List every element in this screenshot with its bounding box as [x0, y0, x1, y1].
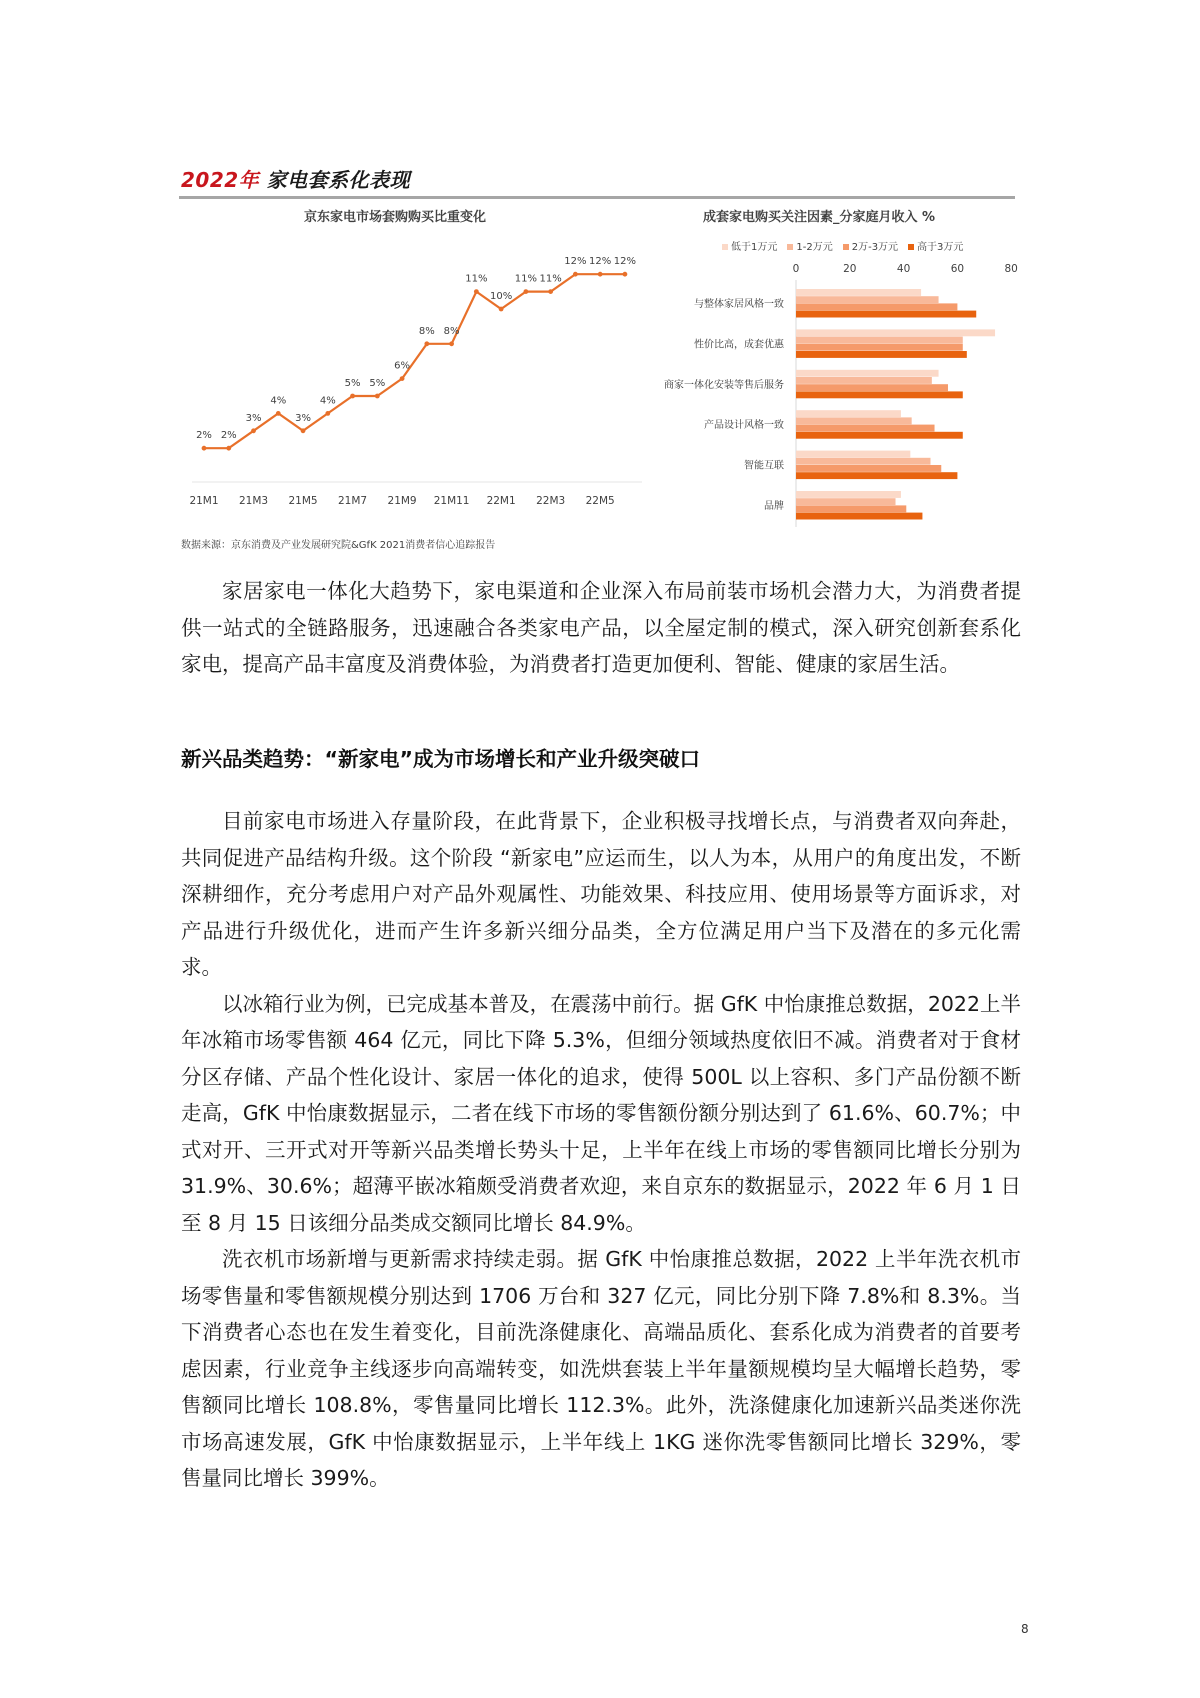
x-tick-label: 60 [950, 263, 965, 275]
category-label: 智能互联 [744, 460, 784, 472]
category-label: 产品设计风格一致 [704, 420, 784, 432]
figure-title-year: 2022年 [181, 168, 260, 192]
category-label: 商家一体化安装等售后服务 [664, 379, 784, 391]
data-point [295, 413, 311, 433]
bar-group [694, 329, 995, 358]
data-point [490, 291, 512, 311]
bar [796, 491, 901, 498]
bar-group [704, 410, 963, 439]
svg-text:2%: 2% [220, 430, 237, 442]
x-tick-label: 22M3 [536, 495, 566, 507]
x-tick-label: 21M11 [433, 495, 470, 507]
bar [796, 344, 963, 351]
bar [796, 465, 941, 472]
paragraph-new-appliances [181, 803, 1021, 1497]
line-chart-title: 京东家电市场套购购买比重变化 [304, 210, 487, 225]
svg-text:12%: 12% [589, 256, 612, 268]
category-label: 与整体家居风格一致 [694, 299, 784, 310]
svg-text:11%: 11% [539, 273, 562, 285]
bar [796, 303, 957, 310]
bar [796, 458, 931, 465]
bar [796, 472, 957, 479]
section-heading: 新兴品类趋势：“新家电”成为市场增长和产业升级突破口 [181, 747, 700, 771]
data-point [246, 413, 262, 433]
bar [796, 432, 963, 439]
data-point [394, 361, 410, 381]
legend-swatch [787, 244, 793, 250]
bar-group [764, 491, 922, 520]
data-point [270, 395, 286, 415]
bar [796, 337, 963, 344]
bar-chart-title: 成套家电购买关注因素_分家庭月收入 % [703, 210, 936, 225]
bar [796, 451, 910, 458]
bar [796, 311, 976, 318]
svg-text:4%: 4% [319, 395, 336, 407]
bar [796, 417, 912, 424]
bar [796, 377, 932, 384]
svg-text:11%: 11% [514, 273, 537, 285]
legend-item: 1-2万元 [787, 238, 832, 253]
bar [796, 391, 963, 398]
page-number: 8 [1021, 1622, 1029, 1636]
svg-text:6%: 6% [394, 360, 411, 372]
bar-chart-legend [722, 238, 963, 253]
bar [796, 370, 939, 377]
category-label: 品牌 [764, 501, 784, 512]
bar [796, 296, 939, 303]
paragraph-intro [181, 573, 1021, 683]
x-tick-label: 21M5 [288, 495, 318, 507]
figure-source: 数据来源：京东消费及产业发展研究院&GfK 2021消费者信心追踪报告 [181, 540, 496, 551]
svg-text:11%: 11% [465, 273, 488, 285]
x-tick-label: 21M1 [189, 495, 219, 507]
bar [796, 410, 901, 417]
x-tick-label: 21M3 [238, 495, 269, 507]
bar [796, 351, 967, 358]
bar [796, 505, 906, 512]
paragraph-text: 以冰箱行业为例，已完成基本普及，在震荡中前行。据 GfK 中怡康推总数据，2022上半年冰箱市场零售额 464 亿元，同比下降 5.3%，但细分领域热度依旧不减。消费者对于食材分区存储、产品个性化设计、家居一体化的追求，使得 500L 以上容积、多门产品份额不断走高，GfK 中怡康数据显示，二者在线下市场的零售额份额分别达到了 61.6%、60.7%；中式对开、三开式对开等新兴品类增长势头十足，上半年在线上市场的零售额同比增长分别为 31.9%、30.6%；超薄平嵌冰箱颇受消费者欢迎，来自京东的数据显示，2022 年 6 月 1 日至 8 月 15 日该细分品类成交额同比增长 84.9%。 [181, 991, 1021, 1235]
x-tick-label: 0 [792, 263, 800, 275]
legend-item: 2万-3万元 [843, 238, 898, 253]
bar [796, 513, 922, 520]
data-point [320, 395, 336, 415]
svg-text:8%: 8% [418, 325, 435, 337]
paragraph-text: 家居家电一体化大趋势下，家电渠道和企业深入布局前装市场机会潜力大，为消费者提供一站式的全链路服务，迅速融合各类家电产品，以全屋定制的模式，深入研究创新套系化家电，提高产品丰富度及消费体验，为消费者打造更加便利、智能、健康的家居生活。 [181, 579, 1021, 676]
x-tick-label: 22M1 [486, 495, 516, 507]
x-tick-label: 21M7 [338, 495, 368, 507]
legend-item: 低于1万元 [722, 238, 777, 253]
figure-title [181, 164, 410, 193]
legend-swatch [722, 244, 728, 250]
svg-text:3%: 3% [295, 412, 311, 424]
bar-chart [620, 255, 1040, 530]
line-chart [180, 230, 650, 520]
svg-text:3%: 3% [245, 412, 262, 424]
x-tick-label: 21M9 [387, 495, 417, 507]
legend-swatch [843, 244, 849, 250]
x-tick-label: 40 [896, 263, 911, 275]
figure-divider [179, 196, 1015, 199]
bar [796, 289, 921, 296]
bar [796, 425, 935, 432]
bar-group [694, 289, 976, 318]
svg-text:12%: 12% [613, 256, 637, 268]
paragraph-text: 洗衣机市场新增与更新需求持续走弱。据 GfK 中怡康推总数据，2022 上半年洗衣机市场零售量和零售额规模分别达到 1706 万台和 327 亿元，同比分别下降 7.8%和 8.3%。当下消费者心态也在发生着变化，目前洗涤健康化、高端品质化、套系化成为消费者的首要考虑因素，行业竞争主线逐步向高端转变，如洗烘套装上半年量额规模均呈大幅增长趋势，零售额同比增长 108.8%，零售量同比增长 112.3%。此外，洗涤健康化加速新兴品类迷你洗市场高速发展，GfK 中怡康数据显示，上半年线上 1KG 迷你洗零售额同比增长 329%，零售量同比增长 399%。 [181, 1247, 1021, 1490]
svg-text:4%: 4% [270, 395, 287, 407]
bar [796, 498, 896, 505]
bar-group [744, 451, 957, 479]
paragraph-text: 目前家电市场进入存量阶段，在此背景下，企业积极寻找增长点，与消费者双向奔赴，共同促进产品结构升级。这个阶段 “新家电”应运而生，以人为本，从用户的角度出发，不断深耕细作，充分考虑用户对产品外观属性、功能效果、科技应用、使用场景等方面诉求，对产品进行升级优化，进而产生许多新兴细分品类，全方位满足用户当下及潜在的多元化需求。 [181, 809, 1021, 979]
bar [796, 384, 948, 391]
x-tick-label: 20 [843, 263, 857, 275]
x-tick-label: 80 [1004, 263, 1018, 275]
category-label: 性价比高，成套优惠 [694, 339, 784, 351]
svg-text:8%: 8% [443, 325, 460, 337]
bar [796, 329, 995, 336]
svg-text:5%: 5% [344, 378, 361, 389]
svg-text:10%: 10% [490, 291, 513, 302]
legend-swatch [908, 244, 914, 250]
bar-group [664, 370, 963, 399]
data-point [465, 274, 487, 294]
x-tick-label: 22M5 [585, 495, 615, 507]
svg-text:12%: 12% [564, 256, 587, 268]
svg-text:2%: 2% [196, 430, 212, 442]
legend-item: 高于3万元 [908, 238, 963, 253]
svg-text:5%: 5% [369, 378, 386, 389]
figure-title-text: 家电套系化表现 [266, 168, 411, 192]
